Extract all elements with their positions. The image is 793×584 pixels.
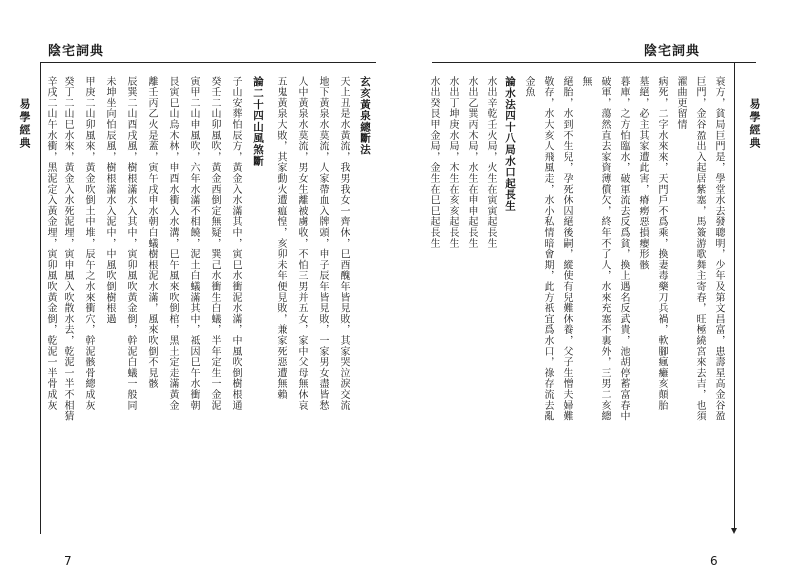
text-column: 金魚 bbox=[523, 76, 534, 98]
running-header: 陰宅詞典 bbox=[644, 44, 701, 59]
text-column: 地下黃泉水莫流，人家帶血入牌頭，申子辰年皆見敗，一家男女盡皆愁 bbox=[317, 76, 328, 411]
text-column: 水出乙巽丙木局，水生在申申起長生 bbox=[466, 76, 477, 249]
text-column: 人中黃泉水莫流，男女生離被虜收，不怕三男并五女，家中父母無休哀 bbox=[296, 76, 307, 411]
header-rule bbox=[40, 62, 376, 63]
text-column: 衰方，貧局巨門是，學堂水去發聰明，少年及第文昌富，患壽星高金谷盈 bbox=[713, 76, 724, 422]
text-column: 辰巽二山酉戌風，樹根滿水入其中，寅卯風吹黃金倒，幹泥白蟻一般同 bbox=[125, 76, 136, 411]
text-column: 墓絕，必主其家遭此害，瘠癆惡損癭形骸 bbox=[637, 76, 648, 271]
section-heading: 玄亥黃泉總斷法 bbox=[359, 76, 371, 156]
text-column: 甲庚二山卯風來，黃金吹倒土中堆，辰午之水來衝穴，幹泥骸骨總成灰 bbox=[83, 76, 94, 411]
running-header: 陰宅詞典 bbox=[48, 44, 105, 59]
text-column: 敬存，水大亥人飛風走，水小私情暗會期，此方祇宜爲水口，祿存流去亂 bbox=[542, 76, 553, 422]
text-column: 濯曲更留情 bbox=[675, 76, 686, 130]
text-column: 未坤坐向怕辰風，樹根滿水入泥中，中風吹倒樹根過 bbox=[104, 76, 115, 325]
text-column: 艮寅巳山烏木林，申酉水衝入水溝，巳午風來吹倒棺，黑土定走滿黃金 bbox=[167, 76, 178, 411]
text-column: 無 bbox=[580, 76, 591, 87]
text-column: 五鬼黃泉大敗，其家動火遭瘟惶，亥卯未年便見敗，兼家死惡遭無賴 bbox=[275, 76, 286, 400]
side-label: 易學經典 bbox=[748, 98, 761, 150]
text-column: 癸丁二山巳水來，黃金入水死泥埋，寅申風入吹散水去，乾泥一半不相猜 bbox=[62, 76, 73, 422]
section-heading: 論二十四山風煞斷 bbox=[252, 76, 264, 167]
text-column: 水出丁坤庚水局，木生在亥亥起長生 bbox=[447, 76, 458, 249]
arrow-icon bbox=[731, 528, 737, 534]
text-column: 水出辛乾壬火局，火生在寅寅起長生 bbox=[485, 76, 496, 249]
text-column: 破軍，蕩然直去家資薄償欠，終年不了人，水來充塞不裏外，三男二亥總 bbox=[599, 76, 610, 422]
side-label: 易學經典 bbox=[18, 98, 31, 150]
text-column: 癸壬二山卯風吹，黃金西倒定無疑，巽己水衝生白蟻，半年定生一金泥 bbox=[209, 76, 220, 411]
header-rule bbox=[432, 62, 756, 63]
text-column: 病死，二字水來來，天門戶不爲乘，換妻毒藥刀兵禍，軟腳瘋癱亥顛胎 bbox=[656, 76, 667, 411]
text-column: 辛戌二山午水衝，黑泥定入黃金埋，寅卯風吹黃金倒，乾泥一半骨成灰 bbox=[45, 76, 56, 411]
text-column: 絕胎，水到不生兒，孕死休囚絕後嗣，縱使有兒難休養，父子生憎夫婦難 bbox=[561, 76, 572, 422]
text-column: 暮庫，之方怕臨水，破軍流去反爲貧，換上遇名反武貴，池胡停蓄富春中 bbox=[618, 76, 629, 422]
text-column: 子山安葬怕辰方，黃金入水滿其中，寅巳水衝泥水滿，中風吹倒樹根通 bbox=[230, 76, 241, 411]
text-column: 寅甲二山申風吹，六年水滿不相饒，泥土白蟻滿其中，祗因巳午水衝朝 bbox=[188, 76, 199, 411]
text-column: 水出癸艮甲金局，金生在巳巳起長生 bbox=[428, 76, 439, 249]
page-number: 6 bbox=[710, 554, 718, 568]
text-column: 巨門，金谷盈出入起居紫塞，馬簽游歌舞主寄春，旺極繞宮來去吉，也須 bbox=[694, 76, 705, 422]
margin-rule bbox=[734, 62, 735, 530]
right-page bbox=[404, 0, 793, 584]
section-heading: 論水法四十八局水口起長生 bbox=[504, 76, 516, 212]
margin-rule bbox=[40, 62, 41, 534]
text-column: 天上丑是水黃流，我男我女一齊休，巳酉醜年皆見敗，其家哭泣淚交流 bbox=[338, 76, 349, 411]
page-number: 7 bbox=[64, 554, 72, 568]
text-column: 離壬丙乙火是蓋，寅午戌申水朝白蟻樹根泥水滿，風來吹倒不見骸 bbox=[146, 76, 157, 390]
